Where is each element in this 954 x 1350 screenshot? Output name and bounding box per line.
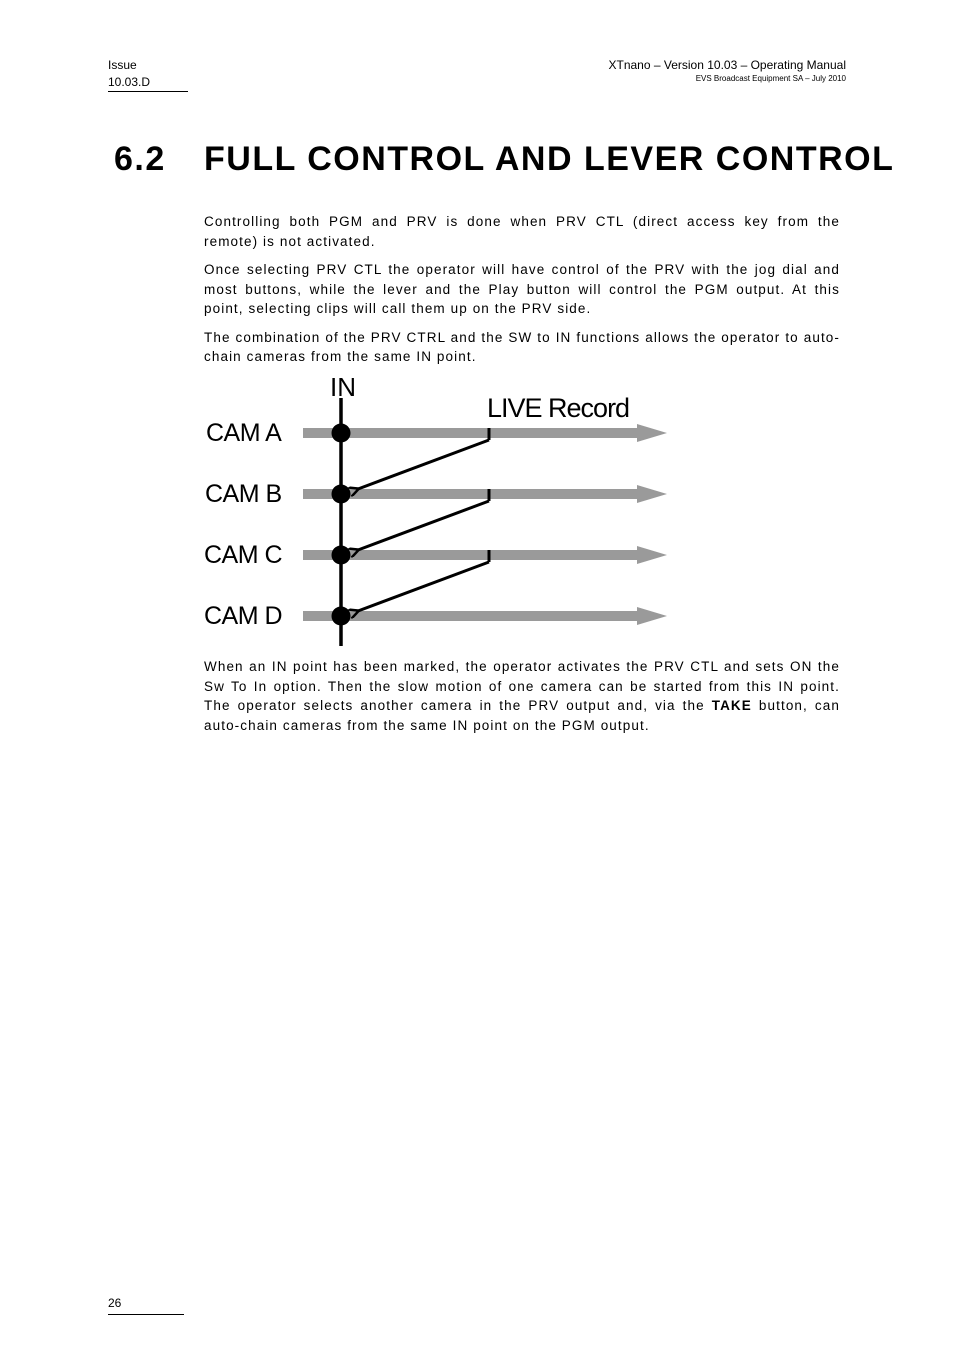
paragraph: Controlling both PGM and PRV is done when PRV CTL (direct access key from the remote) is not activated. [204, 214, 840, 249]
manual-publisher: EVS Broadcast Equipment SA – July 2010 [695, 74, 846, 83]
track-cam-b [303, 489, 643, 499]
section-title: FULL CONTROL AND LEVER CONTROL [204, 140, 895, 178]
intro-text [204, 212, 840, 376]
paragraph: Once selecting PRV CTL the operator will have control of the PRV with the jog dial and most buttons, while the lever and the Play button will control the PGM output. At this point, selecting clips will call them up on the PRV side. [204, 262, 840, 316]
footer [108, 1295, 184, 1315]
paragraph-text: When an IN point has been marked, the operator activates the PRV CTL and sets ON the Sw To In option. Then the slow motion of one camera can be started from this IN point. The operator selects another camera in the PRV output and, via the [204, 659, 840, 713]
header-rule [108, 91, 188, 92]
section-number: 6.2 [114, 140, 166, 178]
header-document-info [609, 57, 847, 84]
page-number: 26 [108, 1296, 122, 1310]
paragraph [204, 657, 840, 735]
in-point-dot [332, 546, 351, 565]
issue-value: 10.03.D [108, 75, 151, 89]
in-point-dot [332, 424, 351, 443]
paragraph: The combination of the PRV CTRL and the SW to IN functions allows the operator to auto-chain cameras from the same IN point. [204, 329, 840, 364]
cam-label: CAM C [204, 541, 283, 569]
issue-label: Issue [108, 58, 137, 72]
header-issue [108, 57, 188, 91]
chain-arrow [358, 501, 489, 550]
footer-rule [108, 1314, 184, 1315]
auto-chain-diagram [200, 368, 680, 650]
diagram-canvas [200, 368, 680, 650]
track-arrowhead [637, 546, 667, 564]
track-arrowhead [637, 424, 667, 442]
camera-tracks [303, 424, 667, 625]
track-cam-c [303, 550, 643, 560]
explanation-text [204, 657, 840, 744]
track-cam-d [303, 611, 643, 621]
chain-arrow [358, 562, 489, 611]
cam-label: CAM D [204, 602, 283, 630]
chain-arrow [358, 440, 489, 489]
track-cam-a [303, 428, 643, 438]
track-arrowhead [637, 607, 667, 625]
live-record-label: LIVE Record [487, 393, 630, 423]
cam-label: CAM A [206, 419, 282, 447]
manual-title: XTnano – Version 10.03 – Operating Manual [608, 58, 846, 72]
section-heading [114, 140, 894, 179]
cam-label: CAM B [205, 480, 282, 508]
in-label: IN [330, 372, 356, 402]
in-point-dot [332, 607, 351, 626]
take-keyword: TAKE [711, 698, 752, 713]
track-arrowhead [637, 485, 667, 503]
paragraph-text: button, can auto-chain cameras from the same IN point on the PGM output. [204, 698, 840, 733]
in-point-dot [332, 485, 351, 504]
